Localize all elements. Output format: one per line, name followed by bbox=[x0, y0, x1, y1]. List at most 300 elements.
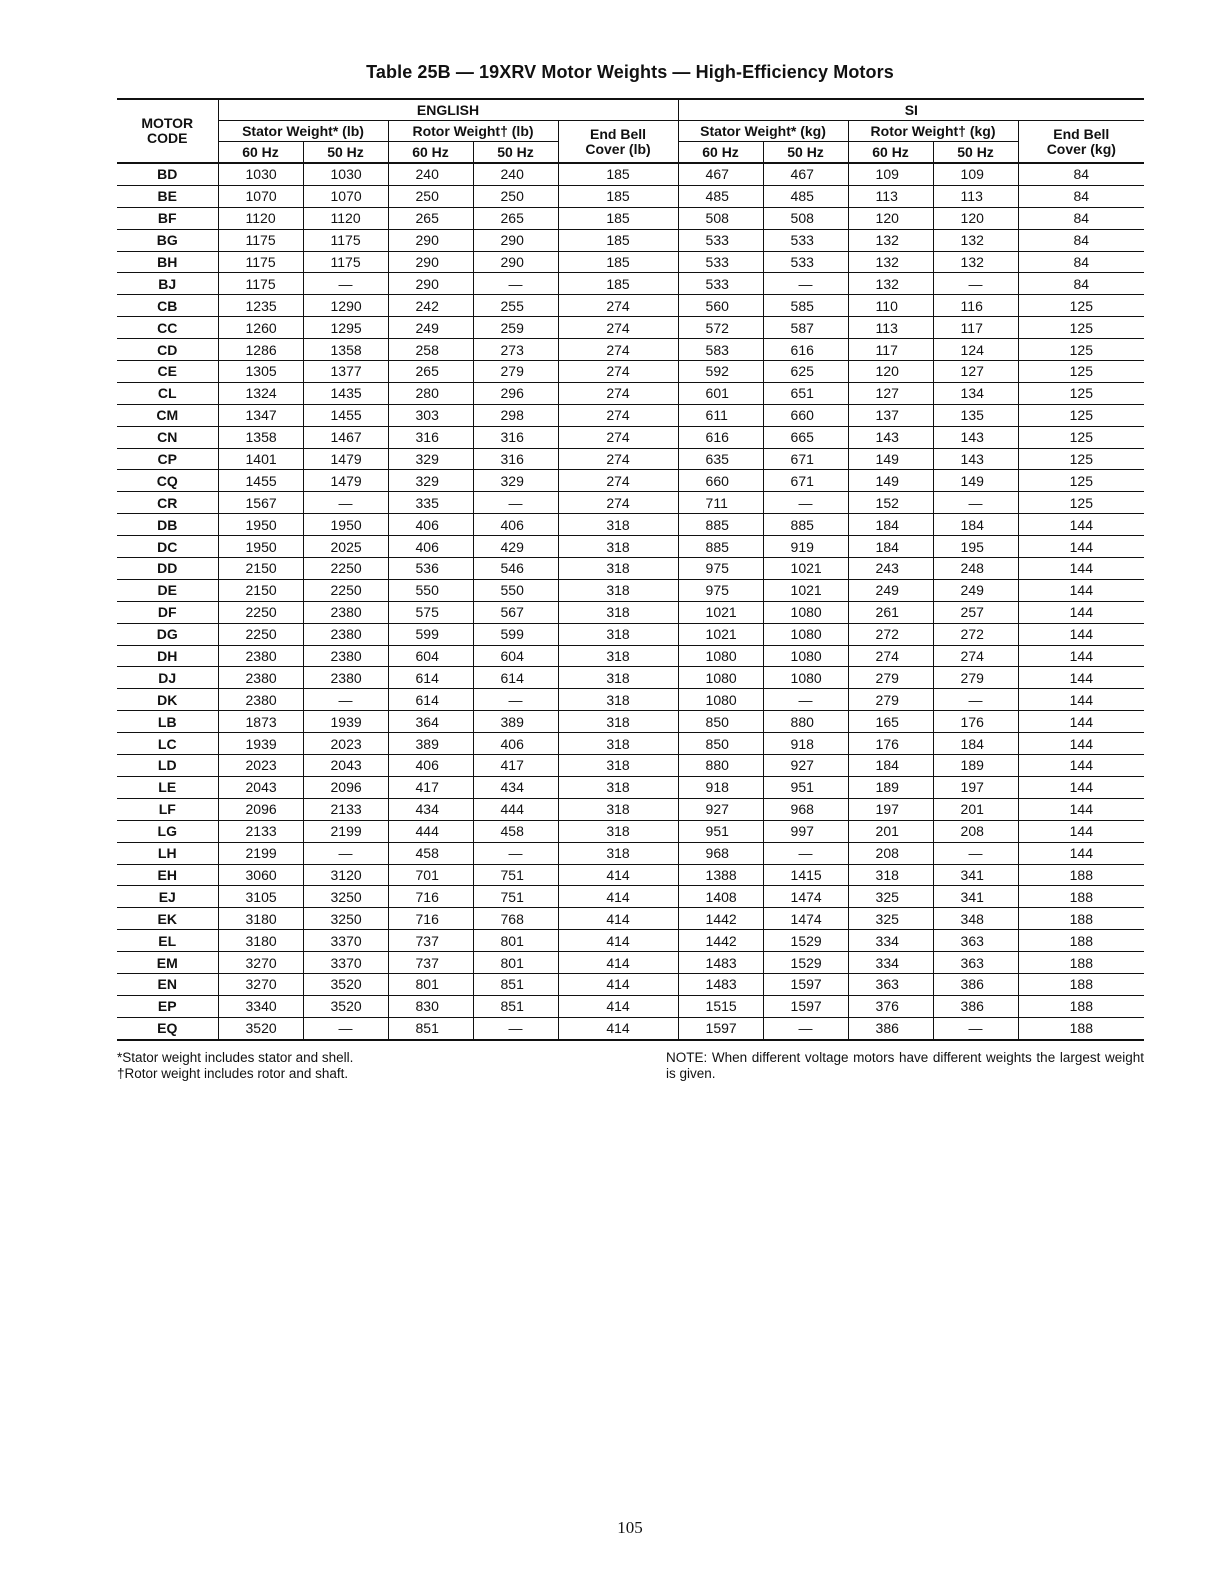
cell-stator-kg-50hz: 951 bbox=[763, 776, 848, 798]
cell-rotor-kg-60hz: 120 bbox=[848, 361, 933, 383]
cell-endbell-lb: 318 bbox=[558, 733, 678, 755]
cell-stator-kg-60hz: 533 bbox=[678, 229, 763, 251]
cell-rotor-kg-60hz: 279 bbox=[848, 667, 933, 689]
cell-rotor-lb-50hz: 316 bbox=[473, 448, 558, 470]
cell-rotor-lb-60hz: 737 bbox=[388, 952, 473, 974]
cell-rotor-lb-60hz: 801 bbox=[388, 973, 473, 995]
cell-stator-kg-60hz: 533 bbox=[678, 273, 763, 295]
cell-motor-code: EM bbox=[117, 952, 218, 974]
cell-stator-lb-60hz: 2133 bbox=[218, 820, 303, 842]
cell-rotor-lb-50hz: 458 bbox=[473, 820, 558, 842]
cell-stator-lb-50hz: 1950 bbox=[303, 514, 388, 536]
cell-rotor-kg-60hz: 149 bbox=[848, 448, 933, 470]
cell-stator-kg-50hz: 671 bbox=[763, 470, 848, 492]
cell-rotor-lb-50hz: 851 bbox=[473, 973, 558, 995]
cell-rotor-lb-60hz: 249 bbox=[388, 317, 473, 339]
header-endbell-lb: End Bell Cover (lb) bbox=[558, 121, 678, 164]
footnotes-left bbox=[117, 1050, 353, 1082]
cell-stator-kg-50hz: 968 bbox=[763, 798, 848, 820]
cell-stator-kg-60hz: 850 bbox=[678, 733, 763, 755]
footnote-stator: *Stator weight includes stator and shell. bbox=[117, 1050, 354, 1065]
cell-rotor-lb-50hz: 851 bbox=[473, 995, 558, 1017]
cell-motor-code: DG bbox=[117, 623, 218, 645]
cell-stator-kg-60hz: 533 bbox=[678, 251, 763, 273]
cell-rotor-lb-60hz: 614 bbox=[388, 667, 473, 689]
cell-endbell-kg: 144 bbox=[1018, 623, 1144, 645]
cell-rotor-lb-50hz: 406 bbox=[473, 733, 558, 755]
cell-endbell-kg: 125 bbox=[1018, 492, 1144, 514]
cell-rotor-kg-60hz: 243 bbox=[848, 558, 933, 580]
cell-stator-lb-60hz: 1324 bbox=[218, 382, 303, 404]
cell-endbell-kg: 125 bbox=[1018, 426, 1144, 448]
cell-stator-kg-60hz: 1080 bbox=[678, 645, 763, 667]
cell-rotor-kg-60hz: 132 bbox=[848, 251, 933, 273]
cell-rotor-kg-60hz: 149 bbox=[848, 470, 933, 492]
cell-rotor-kg-50hz: 274 bbox=[933, 645, 1018, 667]
cell-endbell-kg: 125 bbox=[1018, 470, 1144, 492]
cell-rotor-kg-60hz: 176 bbox=[848, 733, 933, 755]
cell-endbell-lb: 414 bbox=[558, 908, 678, 930]
cell-endbell-lb: 185 bbox=[558, 229, 678, 251]
cell-stator-lb-50hz: 1120 bbox=[303, 207, 388, 229]
table-row bbox=[117, 1017, 1144, 1039]
header-english: ENGLISH bbox=[218, 99, 678, 121]
header-endbell-kg: End Bell Cover (kg) bbox=[1018, 121, 1144, 164]
cell-stator-kg-50hz: 533 bbox=[763, 251, 848, 273]
cell-stator-lb-50hz: 3250 bbox=[303, 886, 388, 908]
cell-stator-kg-60hz: 1597 bbox=[678, 1017, 763, 1039]
cell-rotor-lb-50hz: 546 bbox=[473, 558, 558, 580]
cell-stator-kg-60hz: 1483 bbox=[678, 973, 763, 995]
cell-endbell-lb: 274 bbox=[558, 339, 678, 361]
cell-rotor-lb-50hz: 265 bbox=[473, 207, 558, 229]
cell-stator-kg-60hz: 1021 bbox=[678, 623, 763, 645]
cell-stator-lb-60hz: 3340 bbox=[218, 995, 303, 1017]
cell-rotor-lb-50hz: 429 bbox=[473, 536, 558, 558]
cell-motor-code: BG bbox=[117, 229, 218, 251]
cell-endbell-lb: 274 bbox=[558, 295, 678, 317]
cell-endbell-kg: 84 bbox=[1018, 273, 1144, 295]
cell-motor-code: LF bbox=[117, 798, 218, 820]
cell-stator-kg-60hz: 572 bbox=[678, 317, 763, 339]
cell-stator-kg-60hz: 1515 bbox=[678, 995, 763, 1017]
cell-endbell-lb: 414 bbox=[558, 930, 678, 952]
table-row bbox=[117, 185, 1144, 207]
cell-rotor-kg-60hz: 127 bbox=[848, 382, 933, 404]
cell-rotor-lb-60hz: 406 bbox=[388, 755, 473, 777]
cell-stator-kg-50hz: — bbox=[763, 273, 848, 295]
cell-endbell-lb: 274 bbox=[558, 317, 678, 339]
cell-rotor-lb-60hz: 303 bbox=[388, 404, 473, 426]
cell-rotor-lb-50hz: 801 bbox=[473, 952, 558, 974]
cell-endbell-lb: 318 bbox=[558, 558, 678, 580]
cell-rotor-kg-60hz: 334 bbox=[848, 952, 933, 974]
table-row bbox=[117, 645, 1144, 667]
cell-rotor-kg-50hz: 176 bbox=[933, 711, 1018, 733]
cell-rotor-lb-50hz: 279 bbox=[473, 361, 558, 383]
cell-rotor-kg-60hz: 272 bbox=[848, 623, 933, 645]
cell-rotor-kg-60hz: 110 bbox=[848, 295, 933, 317]
cell-stator-lb-50hz: 1479 bbox=[303, 470, 388, 492]
cell-stator-lb-60hz: 2380 bbox=[218, 689, 303, 711]
cell-rotor-kg-50hz: 113 bbox=[933, 185, 1018, 207]
cell-endbell-lb: 414 bbox=[558, 973, 678, 995]
cell-motor-code: CQ bbox=[117, 470, 218, 492]
cell-endbell-kg: 188 bbox=[1018, 995, 1144, 1017]
cell-rotor-lb-50hz: 273 bbox=[473, 339, 558, 361]
cell-endbell-lb: 274 bbox=[558, 426, 678, 448]
cell-stator-kg-60hz: 1388 bbox=[678, 864, 763, 886]
cell-rotor-lb-60hz: 550 bbox=[388, 579, 473, 601]
cell-motor-code: CC bbox=[117, 317, 218, 339]
cell-rotor-lb-50hz: 329 bbox=[473, 470, 558, 492]
cell-rotor-lb-50hz: 550 bbox=[473, 579, 558, 601]
cell-rotor-kg-50hz: 117 bbox=[933, 317, 1018, 339]
cell-endbell-kg: 188 bbox=[1018, 864, 1144, 886]
cell-rotor-kg-60hz: 318 bbox=[848, 864, 933, 886]
cell-rotor-kg-60hz: 120 bbox=[848, 207, 933, 229]
cell-rotor-lb-60hz: 406 bbox=[388, 536, 473, 558]
cell-stator-lb-50hz: 1467 bbox=[303, 426, 388, 448]
cell-stator-kg-60hz: 601 bbox=[678, 382, 763, 404]
cell-endbell-kg: 84 bbox=[1018, 251, 1144, 273]
table-row bbox=[117, 798, 1144, 820]
cell-endbell-lb: 414 bbox=[558, 886, 678, 908]
cell-rotor-lb-50hz: — bbox=[473, 273, 558, 295]
cell-motor-code: EJ bbox=[117, 886, 218, 908]
cell-stator-lb-60hz: 2150 bbox=[218, 558, 303, 580]
cell-stator-lb-50hz: 2380 bbox=[303, 667, 388, 689]
table-row bbox=[117, 755, 1144, 777]
cell-stator-lb-60hz: 2150 bbox=[218, 579, 303, 601]
cell-rotor-kg-50hz: 143 bbox=[933, 426, 1018, 448]
cell-rotor-lb-50hz: 250 bbox=[473, 185, 558, 207]
cell-motor-code: CE bbox=[117, 361, 218, 383]
cell-stator-lb-60hz: 1401 bbox=[218, 448, 303, 470]
cell-endbell-kg: 84 bbox=[1018, 229, 1144, 251]
cell-rotor-kg-60hz: 165 bbox=[848, 711, 933, 733]
cell-rotor-kg-50hz: 120 bbox=[933, 207, 1018, 229]
cell-rotor-kg-50hz: 386 bbox=[933, 995, 1018, 1017]
cell-stator-kg-50hz: 671 bbox=[763, 448, 848, 470]
cell-rotor-lb-60hz: 290 bbox=[388, 229, 473, 251]
cell-rotor-lb-60hz: 290 bbox=[388, 251, 473, 273]
cell-stator-kg-60hz: 560 bbox=[678, 295, 763, 317]
cell-endbell-kg: 188 bbox=[1018, 908, 1144, 930]
cell-stator-lb-60hz: 1305 bbox=[218, 361, 303, 383]
cell-motor-code: EN bbox=[117, 973, 218, 995]
cell-rotor-lb-60hz: 329 bbox=[388, 470, 473, 492]
cell-endbell-kg: 144 bbox=[1018, 776, 1144, 798]
cell-stator-lb-60hz: 1235 bbox=[218, 295, 303, 317]
footnote-note: NOTE: When different voltage motors have different weights the largest weight is given. bbox=[666, 1050, 1144, 1081]
cell-endbell-kg: 188 bbox=[1018, 973, 1144, 995]
header-stator-lb: Stator Weight* (lb) bbox=[218, 121, 388, 142]
cell-endbell-lb: 274 bbox=[558, 404, 678, 426]
cell-stator-kg-60hz: 1483 bbox=[678, 952, 763, 974]
cell-rotor-kg-50hz: 279 bbox=[933, 667, 1018, 689]
cell-rotor-lb-60hz: 364 bbox=[388, 711, 473, 733]
cell-endbell-lb: 414 bbox=[558, 1017, 678, 1039]
motor-weights-table bbox=[117, 98, 1144, 1041]
cell-stator-kg-60hz: 611 bbox=[678, 404, 763, 426]
cell-rotor-kg-60hz: 325 bbox=[848, 886, 933, 908]
cell-rotor-kg-60hz: 184 bbox=[848, 514, 933, 536]
cell-stator-lb-60hz: 1950 bbox=[218, 536, 303, 558]
cell-stator-kg-60hz: 1080 bbox=[678, 689, 763, 711]
cell-endbell-kg: 125 bbox=[1018, 361, 1144, 383]
cell-stator-lb-60hz: 2250 bbox=[218, 623, 303, 645]
cell-endbell-lb: 318 bbox=[558, 645, 678, 667]
cell-endbell-kg: 144 bbox=[1018, 798, 1144, 820]
cell-rotor-lb-60hz: 406 bbox=[388, 514, 473, 536]
cell-rotor-kg-50hz: 363 bbox=[933, 952, 1018, 974]
cell-rotor-lb-60hz: 737 bbox=[388, 930, 473, 952]
cell-stator-lb-60hz: 1567 bbox=[218, 492, 303, 514]
cell-stator-lb-60hz: 1030 bbox=[218, 163, 303, 185]
table-row bbox=[117, 689, 1144, 711]
cell-stator-lb-60hz: 2380 bbox=[218, 645, 303, 667]
cell-endbell-lb: 274 bbox=[558, 470, 678, 492]
cell-stator-kg-60hz: 711 bbox=[678, 492, 763, 514]
cell-motor-code: DF bbox=[117, 601, 218, 623]
cell-endbell-lb: 318 bbox=[558, 623, 678, 645]
cell-endbell-lb: 318 bbox=[558, 776, 678, 798]
table-row bbox=[117, 207, 1144, 229]
table-row bbox=[117, 908, 1144, 930]
cell-stator-lb-60hz: 1175 bbox=[218, 273, 303, 295]
cell-motor-code: EK bbox=[117, 908, 218, 930]
cell-stator-kg-50hz: — bbox=[763, 842, 848, 864]
cell-rotor-kg-50hz: 341 bbox=[933, 864, 1018, 886]
table-row bbox=[117, 448, 1144, 470]
cell-stator-kg-50hz: 1021 bbox=[763, 579, 848, 601]
cell-stator-lb-50hz: 1939 bbox=[303, 711, 388, 733]
table-row bbox=[117, 251, 1144, 273]
cell-stator-lb-60hz: 3105 bbox=[218, 886, 303, 908]
cell-stator-lb-50hz: — bbox=[303, 842, 388, 864]
header-stator-lb-50hz: 50 Hz bbox=[303, 142, 388, 164]
cell-stator-lb-50hz: 3370 bbox=[303, 930, 388, 952]
cell-stator-kg-60hz: 635 bbox=[678, 448, 763, 470]
cell-stator-kg-50hz: 919 bbox=[763, 536, 848, 558]
cell-stator-lb-60hz: 1120 bbox=[218, 207, 303, 229]
cell-endbell-lb: 185 bbox=[558, 251, 678, 273]
cell-motor-code: EH bbox=[117, 864, 218, 886]
cell-motor-code: LD bbox=[117, 755, 218, 777]
cell-stator-kg-60hz: 850 bbox=[678, 711, 763, 733]
table-title: Table 25B — 19XRV Motor Weights — High-Efficiency Motors bbox=[366, 62, 894, 82]
cell-stator-kg-50hz: 665 bbox=[763, 426, 848, 448]
cell-stator-lb-60hz: 2380 bbox=[218, 667, 303, 689]
cell-stator-kg-60hz: 885 bbox=[678, 514, 763, 536]
cell-rotor-kg-50hz: 257 bbox=[933, 601, 1018, 623]
cell-stator-lb-60hz: 1873 bbox=[218, 711, 303, 733]
cell-stator-kg-60hz: 880 bbox=[678, 755, 763, 777]
cell-rotor-lb-60hz: 851 bbox=[388, 1017, 473, 1039]
cell-stator-lb-60hz: 1347 bbox=[218, 404, 303, 426]
cell-endbell-kg: 144 bbox=[1018, 579, 1144, 601]
table-row bbox=[117, 601, 1144, 623]
cell-stator-kg-50hz: 1474 bbox=[763, 886, 848, 908]
cell-rotor-lb-60hz: 604 bbox=[388, 645, 473, 667]
cell-rotor-lb-50hz: 240 bbox=[473, 163, 558, 185]
table-row bbox=[117, 667, 1144, 689]
header-stator-lb-60hz: 60 Hz bbox=[218, 142, 303, 164]
cell-endbell-kg: 144 bbox=[1018, 711, 1144, 733]
cell-stator-kg-50hz: 1597 bbox=[763, 973, 848, 995]
cell-rotor-kg-60hz: 132 bbox=[848, 229, 933, 251]
cell-motor-code: CM bbox=[117, 404, 218, 426]
cell-rotor-lb-50hz: 296 bbox=[473, 382, 558, 404]
cell-motor-code: DH bbox=[117, 645, 218, 667]
cell-rotor-lb-60hz: 242 bbox=[388, 295, 473, 317]
cell-rotor-kg-50hz: 249 bbox=[933, 579, 1018, 601]
cell-rotor-lb-60hz: 329 bbox=[388, 448, 473, 470]
cell-stator-lb-50hz: 2199 bbox=[303, 820, 388, 842]
cell-rotor-kg-50hz: 116 bbox=[933, 295, 1018, 317]
cell-stator-lb-50hz: 1030 bbox=[303, 163, 388, 185]
cell-rotor-lb-60hz: 417 bbox=[388, 776, 473, 798]
cell-stator-lb-50hz: 2023 bbox=[303, 733, 388, 755]
cell-stator-lb-50hz: 1295 bbox=[303, 317, 388, 339]
cell-endbell-kg: 188 bbox=[1018, 952, 1144, 974]
cell-rotor-kg-50hz: 134 bbox=[933, 382, 1018, 404]
cell-stator-lb-50hz: 1175 bbox=[303, 229, 388, 251]
cell-stator-kg-60hz: 927 bbox=[678, 798, 763, 820]
footnote-rotor: †Rotor weight includes rotor and shaft. bbox=[117, 1066, 349, 1081]
cell-endbell-kg: 188 bbox=[1018, 930, 1144, 952]
cell-stator-lb-60hz: 1260 bbox=[218, 317, 303, 339]
cell-motor-code: BE bbox=[117, 185, 218, 207]
cell-rotor-kg-60hz: 279 bbox=[848, 689, 933, 711]
cell-rotor-kg-50hz: 363 bbox=[933, 930, 1018, 952]
cell-stator-lb-50hz: 3120 bbox=[303, 864, 388, 886]
cell-rotor-lb-50hz: 599 bbox=[473, 623, 558, 645]
table-row bbox=[117, 536, 1144, 558]
cell-rotor-kg-60hz: 274 bbox=[848, 645, 933, 667]
cell-rotor-kg-50hz: — bbox=[933, 842, 1018, 864]
table-row bbox=[117, 361, 1144, 383]
cell-rotor-lb-50hz: 751 bbox=[473, 886, 558, 908]
cell-stator-kg-50hz: 880 bbox=[763, 711, 848, 733]
cell-stator-kg-60hz: 951 bbox=[678, 820, 763, 842]
cell-endbell-lb: 318 bbox=[558, 798, 678, 820]
cell-endbell-kg: 125 bbox=[1018, 382, 1144, 404]
cell-stator-lb-50hz: 1455 bbox=[303, 404, 388, 426]
cell-rotor-kg-60hz: 117 bbox=[848, 339, 933, 361]
cell-endbell-lb: 274 bbox=[558, 361, 678, 383]
cell-motor-code: CR bbox=[117, 492, 218, 514]
table-row bbox=[117, 295, 1144, 317]
table-row bbox=[117, 623, 1144, 645]
table-row bbox=[117, 426, 1144, 448]
table-row bbox=[117, 492, 1144, 514]
cell-stator-lb-50hz: — bbox=[303, 273, 388, 295]
cell-endbell-lb: 318 bbox=[558, 842, 678, 864]
cell-stator-kg-50hz: 1080 bbox=[763, 645, 848, 667]
cell-stator-lb-60hz: 2023 bbox=[218, 755, 303, 777]
cell-stator-kg-60hz: 885 bbox=[678, 536, 763, 558]
cell-stator-lb-60hz: 2096 bbox=[218, 798, 303, 820]
cell-stator-lb-50hz: 3250 bbox=[303, 908, 388, 930]
header-rotor-lb: Rotor Weight† (lb) bbox=[388, 121, 558, 142]
cell-stator-lb-50hz: 2250 bbox=[303, 558, 388, 580]
cell-stator-kg-60hz: 583 bbox=[678, 339, 763, 361]
cell-stator-kg-60hz: 975 bbox=[678, 558, 763, 580]
cell-stator-lb-50hz: 3520 bbox=[303, 995, 388, 1017]
cell-stator-lb-50hz: 1479 bbox=[303, 448, 388, 470]
cell-rotor-lb-60hz: 458 bbox=[388, 842, 473, 864]
cell-endbell-lb: 274 bbox=[558, 448, 678, 470]
cell-endbell-lb: 414 bbox=[558, 995, 678, 1017]
cell-rotor-lb-60hz: 240 bbox=[388, 163, 473, 185]
table-row bbox=[117, 514, 1144, 536]
cell-rotor-kg-50hz: 248 bbox=[933, 558, 1018, 580]
cell-motor-code: CL bbox=[117, 382, 218, 404]
cell-rotor-lb-60hz: 614 bbox=[388, 689, 473, 711]
header-rotor-lb-50hz: 50 Hz bbox=[473, 142, 558, 164]
table-row bbox=[117, 470, 1144, 492]
cell-endbell-kg: 144 bbox=[1018, 755, 1144, 777]
cell-motor-code: DD bbox=[117, 558, 218, 580]
cell-stator-lb-60hz: 1950 bbox=[218, 514, 303, 536]
cell-endbell-kg: 144 bbox=[1018, 733, 1144, 755]
cell-motor-code: BD bbox=[117, 163, 218, 185]
table-row bbox=[117, 864, 1144, 886]
cell-rotor-kg-50hz: 127 bbox=[933, 361, 1018, 383]
cell-rotor-lb-60hz: 575 bbox=[388, 601, 473, 623]
cell-rotor-kg-60hz: 152 bbox=[848, 492, 933, 514]
cell-endbell-lb: 185 bbox=[558, 185, 678, 207]
cell-endbell-kg: 144 bbox=[1018, 667, 1144, 689]
cell-stator-lb-60hz: 1358 bbox=[218, 426, 303, 448]
cell-rotor-kg-60hz: 249 bbox=[848, 579, 933, 601]
cell-endbell-kg: 84 bbox=[1018, 207, 1144, 229]
cell-stator-lb-60hz: 1455 bbox=[218, 470, 303, 492]
table-row bbox=[117, 886, 1144, 908]
header-stator-kg-50hz: 50 Hz bbox=[763, 142, 848, 164]
cell-stator-lb-50hz: — bbox=[303, 689, 388, 711]
cell-endbell-lb: 318 bbox=[558, 667, 678, 689]
cell-rotor-lb-60hz: 716 bbox=[388, 908, 473, 930]
cell-rotor-lb-60hz: 434 bbox=[388, 798, 473, 820]
cell-rotor-kg-60hz: 363 bbox=[848, 973, 933, 995]
cell-rotor-lb-50hz: — bbox=[473, 689, 558, 711]
cell-rotor-lb-60hz: 716 bbox=[388, 886, 473, 908]
cell-stator-lb-60hz: 3180 bbox=[218, 930, 303, 952]
cell-stator-kg-50hz: 587 bbox=[763, 317, 848, 339]
cell-endbell-lb: 318 bbox=[558, 689, 678, 711]
cell-motor-code: CB bbox=[117, 295, 218, 317]
cell-rotor-kg-60hz: 189 bbox=[848, 776, 933, 798]
cell-stator-lb-50hz: 1290 bbox=[303, 295, 388, 317]
cell-rotor-kg-60hz: 334 bbox=[848, 930, 933, 952]
cell-stator-kg-50hz: 1021 bbox=[763, 558, 848, 580]
cell-endbell-kg: 125 bbox=[1018, 404, 1144, 426]
cell-rotor-kg-50hz: 135 bbox=[933, 404, 1018, 426]
cell-stator-kg-50hz: 533 bbox=[763, 229, 848, 251]
cell-rotor-lb-60hz: 536 bbox=[388, 558, 473, 580]
cell-rotor-kg-60hz: 208 bbox=[848, 842, 933, 864]
cell-rotor-kg-60hz: 325 bbox=[848, 908, 933, 930]
cell-rotor-kg-50hz: 124 bbox=[933, 339, 1018, 361]
cell-stator-kg-50hz: 585 bbox=[763, 295, 848, 317]
cell-rotor-kg-50hz: 272 bbox=[933, 623, 1018, 645]
table-row bbox=[117, 711, 1144, 733]
cell-rotor-kg-50hz: 184 bbox=[933, 733, 1018, 755]
cell-rotor-kg-60hz: 184 bbox=[848, 536, 933, 558]
